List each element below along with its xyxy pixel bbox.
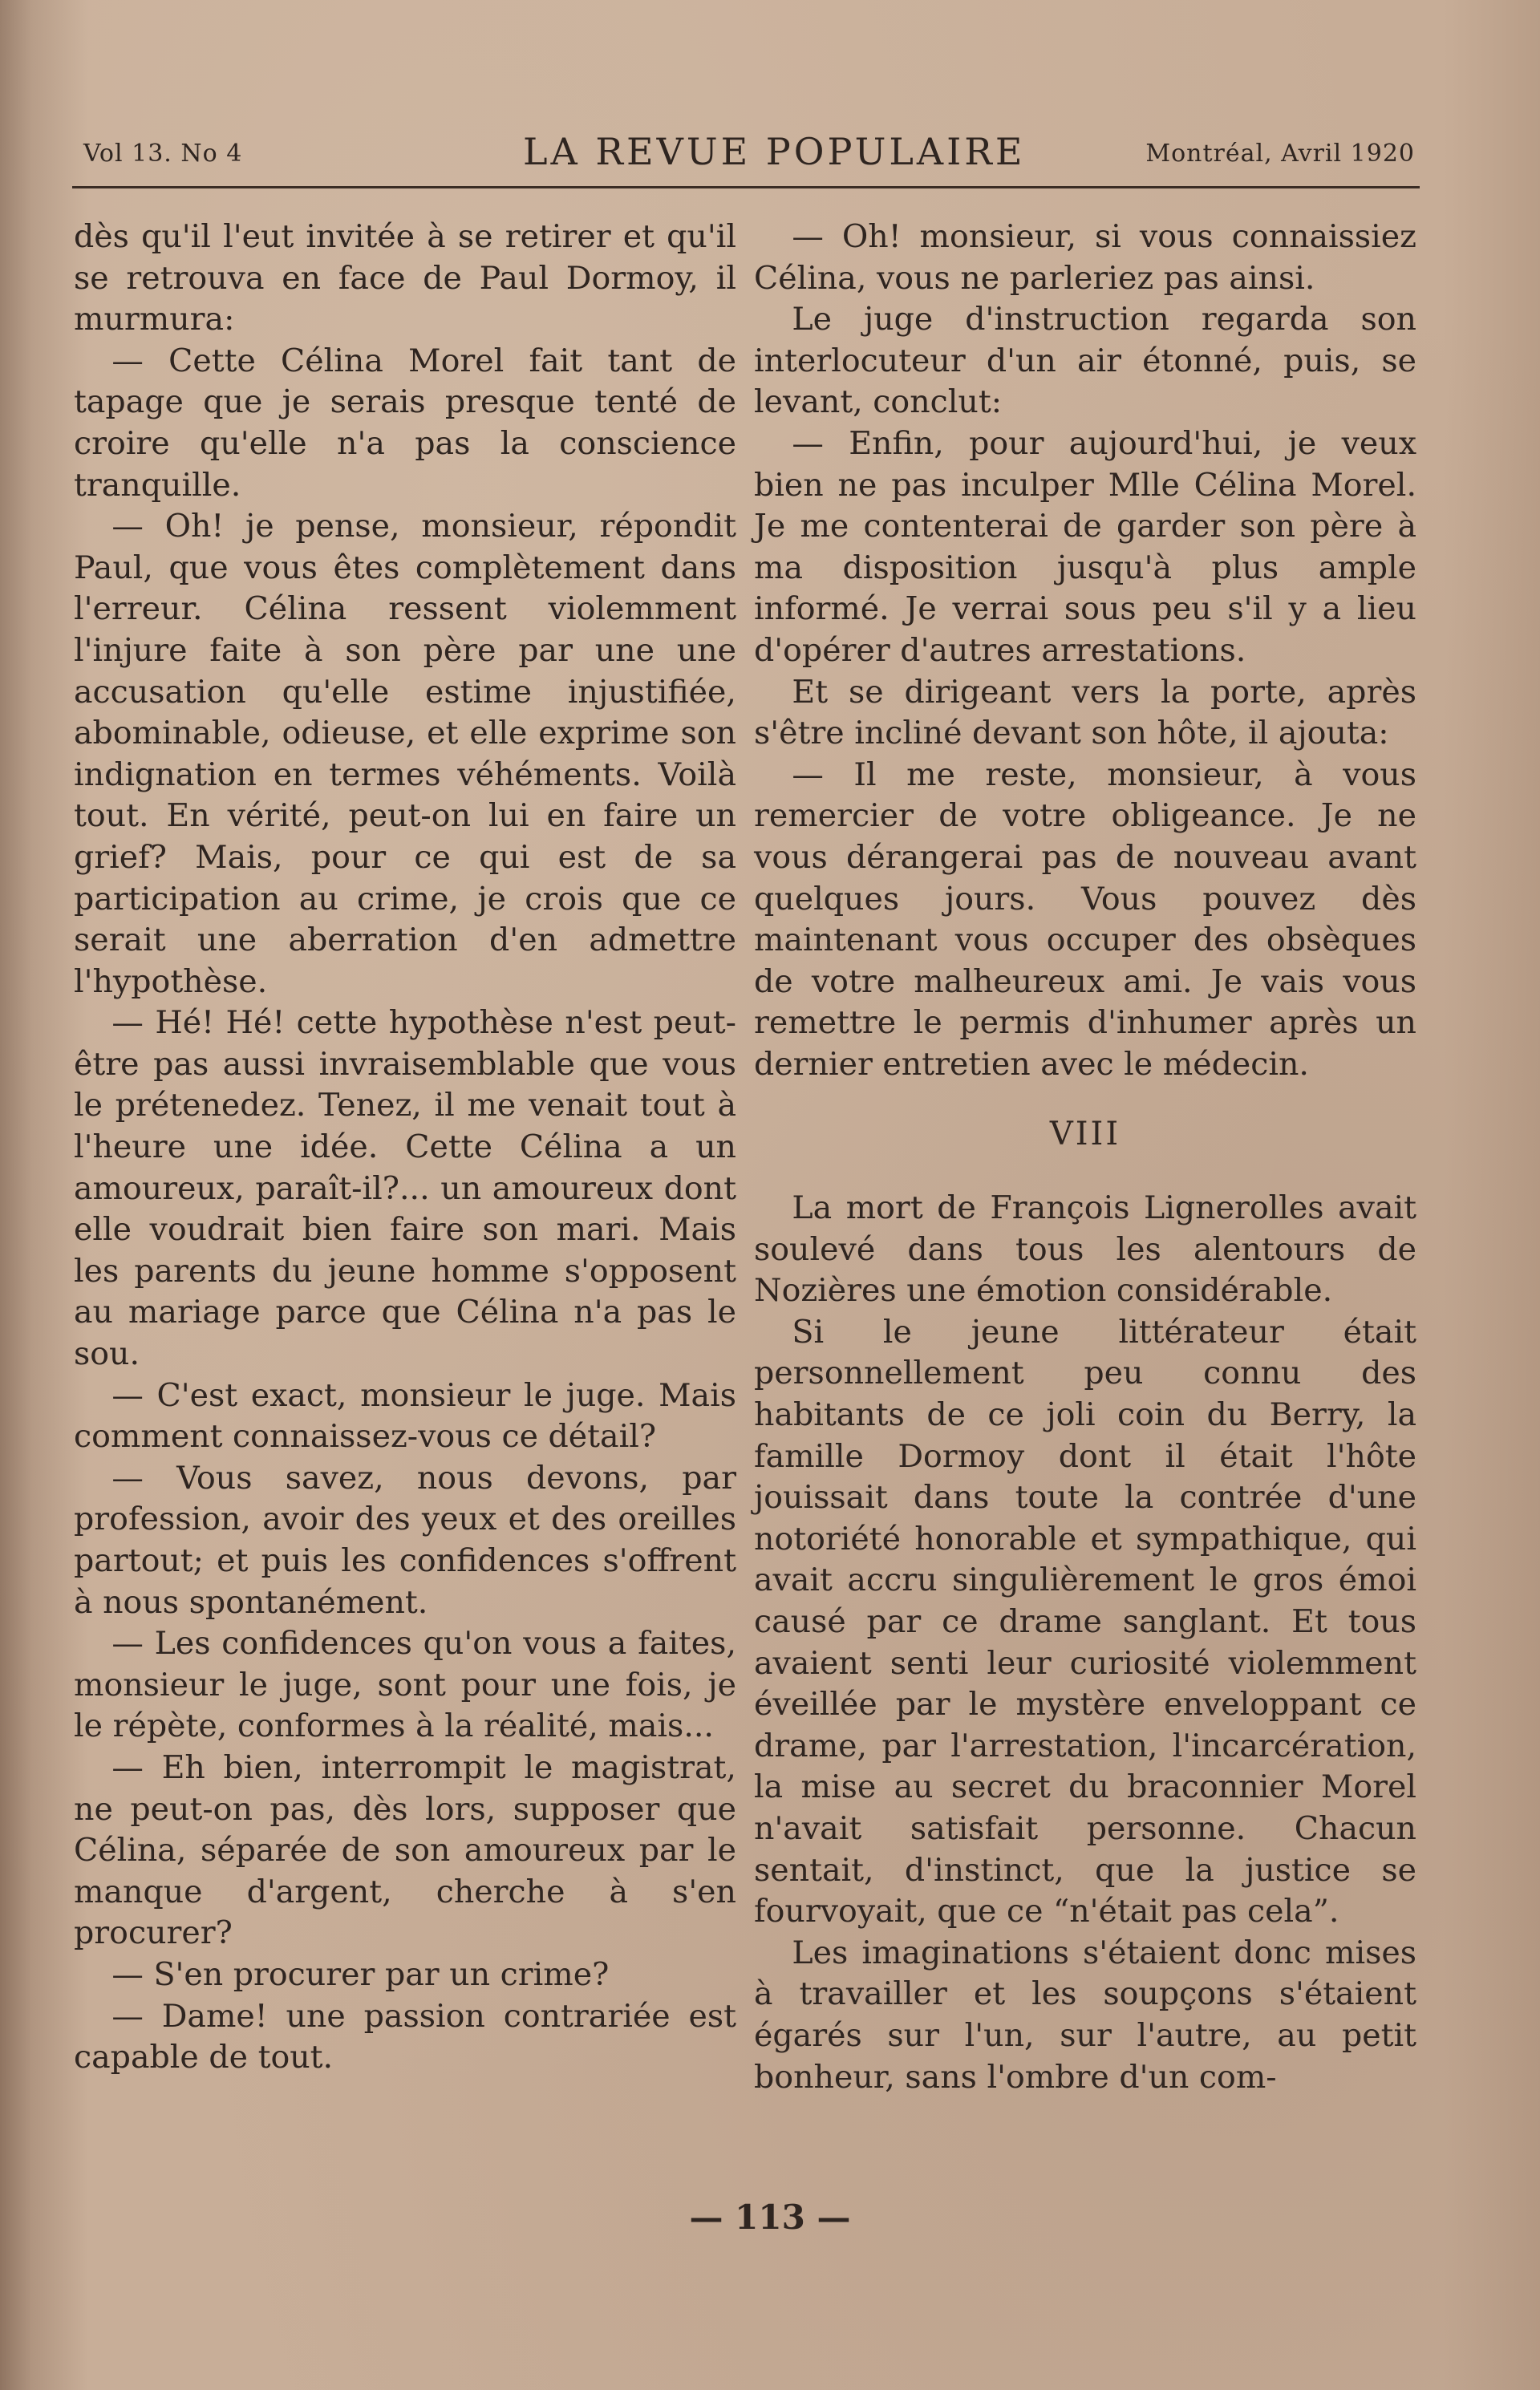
header-rule: [72, 186, 1420, 188]
paragraph: — Enfin, pour aujourd'hui, je veux bien ne pas inculper Mlle Célina Morel. Je me contenterai de garder son père à ma disposition jusqu'à plus ample informé. Je verrai sous peu s'il y a lieu d'opérer d'autres arrestations.: [754, 424, 1416, 669]
issue-date: Montréal, Avril 1920: [1145, 140, 1415, 168]
left-column: [74, 217, 736, 2079]
volume-number: Vol 13. No 4: [83, 140, 243, 168]
paragraph: — Eh bien, interrompit le magistrat, ne peut-on pas, dès lors, supposer que Célina, séparée de son amoureux par le manque d'argent, cherche à s'en procurer?: [74, 1748, 736, 1952]
paragraph: La mort de François Lignerolles avait soulevé dans tous les alentours de Nozières une émotion considérable.: [754, 1189, 1416, 1310]
paragraph: — Les confidences qu'on vous a faites, monsieur le juge, sont pour une fois, je le répète, conformes à la réalité, mais...: [74, 1625, 736, 1745]
right-column: [754, 217, 1416, 2098]
paragraph: — Cette Célina Morel fait tant de tapage que je serais presque tenté de croire qu'elle n'a pas la conscience tranquille.: [74, 342, 736, 504]
page-header: [83, 130, 1415, 180]
paragraph: — Vous savez, nous devons, par profession, avoir des yeux et des oreilles partout; et puis les confidences s'offrent à nous spontanément.: [74, 1459, 736, 1621]
paragraph: — Dame! une passion contrariée est capable de tout.: [74, 1997, 736, 2076]
paragraph: — Il me reste, monsieur, à vous remercier de votre obligeance. Je ne vous dérangerai pas de nouveau avant quelques jours. Vous pouvez dès maintenant vous occuper des obsèques de votre malheureux ami. Je vais vous remettre le permis d'inhumer après un dernier entretien avec le médecin.: [754, 755, 1416, 1083]
paragraph: Le juge d'instruction regarda son interlocuteur d'un air étonné, puis, se levant, conclut:: [754, 301, 1416, 421]
paragraph: Les imaginations s'étaient donc mises à travailler et les soupçons s'étaient égarés sur l'un, sur l'autre, au petit bonheur, sans l'ombre d'un com-: [754, 1934, 1416, 2096]
paragraph: Si le jeune littérateur était personnellement peu connu des habitants de ce joli coin du Berry, la famille Dormoy dont il était l'hôte jouissait dans toute la contrée d'une notoriété honorable et sympathique, qui avait accru singulièrement le gros émoi causé par ce drame sanglant. Et tous avaient senti leur curiosité violemment éveillée par le mystère enveloppant ce drame, par l'arrestation, l'incarcération, la mise au secret du braconnier Morel n'avait satisfait personne. Chacun sentait, d'instinct, que la justice se fourvoyait, que ce “n'était pas cela”.: [754, 1313, 1416, 1930]
paragraph: — Hé! Hé! cette hypothèse n'est peut-être pas aussi invraisemblable que vous le prétenedez. Tenez, il me venait tout à l'heure une idée. Cette Célina a un amoureux, paraît-il?... un amoureux dont elle voudrait bien faire son mari. Mais les parents du jeune homme s'opposent au mariage parce que Célina n'a pas le sou.: [74, 1004, 736, 1373]
paragraph: — Oh! monsieur, si vous connaissiez Célina, vous ne parleriez pas ainsi.: [754, 218, 1416, 297]
paragraph: — Oh! je pense, monsieur, répondit Paul, que vous êtes complètement dans l'erreur. Célina ressent violemment l'injure faite à son père par une une accusation qu'elle estime injustifiée, abominable, odieuse, et elle exprime son indignation en termes véhéments. Voilà tout. En vérité, peut-on lui en faire un grief? Mais, pour ce qui est de sa participation au crime, je crois que ce serait une aberration d'en admettre l'hypothèse.: [74, 508, 736, 1000]
page-number: — 113 —: [689, 2198, 851, 2237]
paragraph: — C'est exact, monsieur le juge. Mais comment connaissez-vous ce détail?: [74, 1376, 736, 1456]
chapter-heading: VIII: [1049, 1116, 1121, 1153]
paragraph: Et se dirigeant vers la porte, après s'être incliné devant son hôte, il ajouta:: [754, 673, 1416, 752]
paragraph: dès qu'il l'eut invitée à se retirer et qu'il se retrouva en face de Paul Dormoy, il murmura:: [74, 218, 736, 338]
magazine-title: LA REVUE POPULAIRE: [523, 130, 1026, 173]
paragraph: — S'en procurer par un crime?: [111, 1955, 610, 1993]
